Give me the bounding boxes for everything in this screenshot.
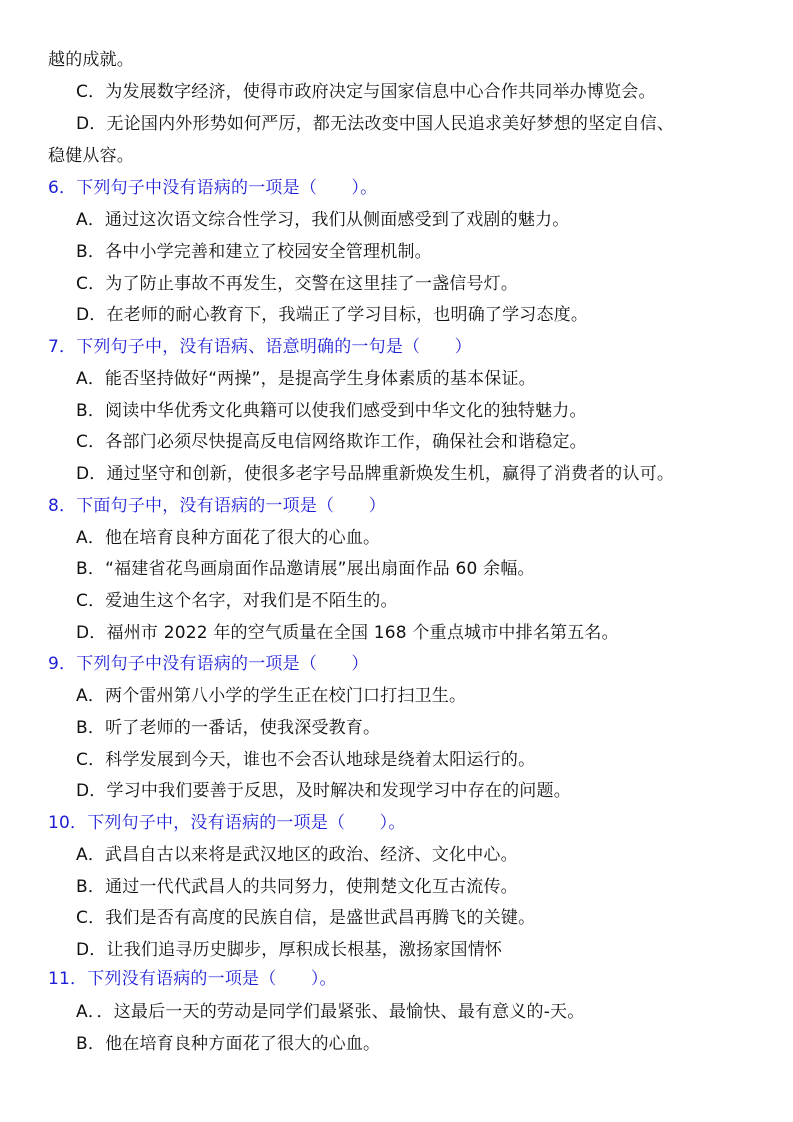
continued-option-d: D．无论国内外形势如何严厉，都无法改变中国人民追求美好梦想的坚定自信、 xyxy=(76,114,675,134)
question-10-option-c: C．我们是否有高度的民族自信，是盛世武昌再腾飞的关键。 xyxy=(76,908,536,928)
question-10-option-b: B．通过一代代武昌人的共同努力，使荆楚文化互古流传。 xyxy=(76,877,518,897)
question-11-stem: 11．下列没有语病的一项是（ ）。 xyxy=(48,969,337,989)
question-8-option-d: D．福州市 2022 年的空气质量在全国 168 个重点城市中排名第五名。 xyxy=(76,623,619,643)
question-7-option-d: D．通过坚守和创新，使很多老字号品牌重新焕发生机，赢得了消费者的认可。 xyxy=(76,464,675,484)
question-11-option-b: B．他在培育良种方面花了很大的心血。 xyxy=(76,1034,381,1054)
question-7-option-c: C．各部门必须尽快提高反电信网络欺诈工作，确保社会和谐稳定。 xyxy=(76,432,587,452)
continued-option-d-wrap: 稳健从容。 xyxy=(48,146,134,166)
question-6-option-c: C．为了防止事故不再发生，交警在这里挂了一盏信号灯。 xyxy=(76,274,519,294)
question-9-stem: 9．下列句子中没有语病的一项是（ ） xyxy=(48,654,369,674)
continued-tail-line: 越的成就。 xyxy=(48,50,134,70)
question-10-option-d: D．让我们追寻历史脚步，厚积成长根基，激扬家国情怀 xyxy=(76,940,503,960)
question-7-option-a: A．能否坚持做好“两操”，是提高学生身体素质的基本保证。 xyxy=(76,369,536,389)
continued-option-c: C．为发展数字经济，使得市政府决定与国家信息中心合作共同举办博览会。 xyxy=(76,82,656,102)
question-6-stem: 6．下列句子中没有语病的一项是（ ）。 xyxy=(48,178,378,198)
question-10-stem: 10．下列句子中，没有语病的一项是（ ）。 xyxy=(48,813,406,833)
question-9-option-d: D．学习中我们要善于反思，及时解决和发现学习中存在的问题。 xyxy=(76,781,571,801)
question-8-option-c: C．爱迪生这个名字，对我们是不陌生的。 xyxy=(76,591,398,611)
question-6-option-b: B．各中小学完善和建立了校园安全管理机制。 xyxy=(76,242,432,262)
question-8-option-a: A．他在培育良种方面花了很大的心血。 xyxy=(76,528,381,548)
question-9-option-a: A．两个雷州第八小学的学生正在校门口打扫卫生。 xyxy=(76,686,467,706)
question-6-option-a: A．通过这次语文综合性学习，我们从侧面感受到了戏剧的魅力。 xyxy=(76,210,570,230)
question-8-option-b: B．“福建省花鸟画扇面作品邀请展”展出扇面作品 60 余幅。 xyxy=(76,559,535,579)
question-7-stem: 7．下列句子中，没有语病、语意明确的一句是（ ） xyxy=(48,337,472,357)
question-10-option-a: A．武昌自古以来将是武汉地区的政治、经济、文化中心。 xyxy=(76,845,518,865)
question-9-option-b: B．听了老师的一番话，使我深受教育。 xyxy=(76,718,381,738)
question-8-stem: 8．下面句子中，没有语病的一项是（ ） xyxy=(48,496,386,516)
question-7-option-b: B．阅读中华优秀文化典籍可以使我们感受到中华文化的独特魅力。 xyxy=(76,401,587,421)
question-6-option-d: D．在老师的耐心教育下，我端正了学习目标，也明确了学习态度。 xyxy=(76,305,589,325)
question-9-option-c: C．科学发展到今天，谁也不会否认地球是绕着太阳运行的。 xyxy=(76,750,536,770)
question-11-option-a: A．．这最后一天的劳动是同学们最紧张、最愉快、最有意义的-天。 xyxy=(76,1002,585,1022)
